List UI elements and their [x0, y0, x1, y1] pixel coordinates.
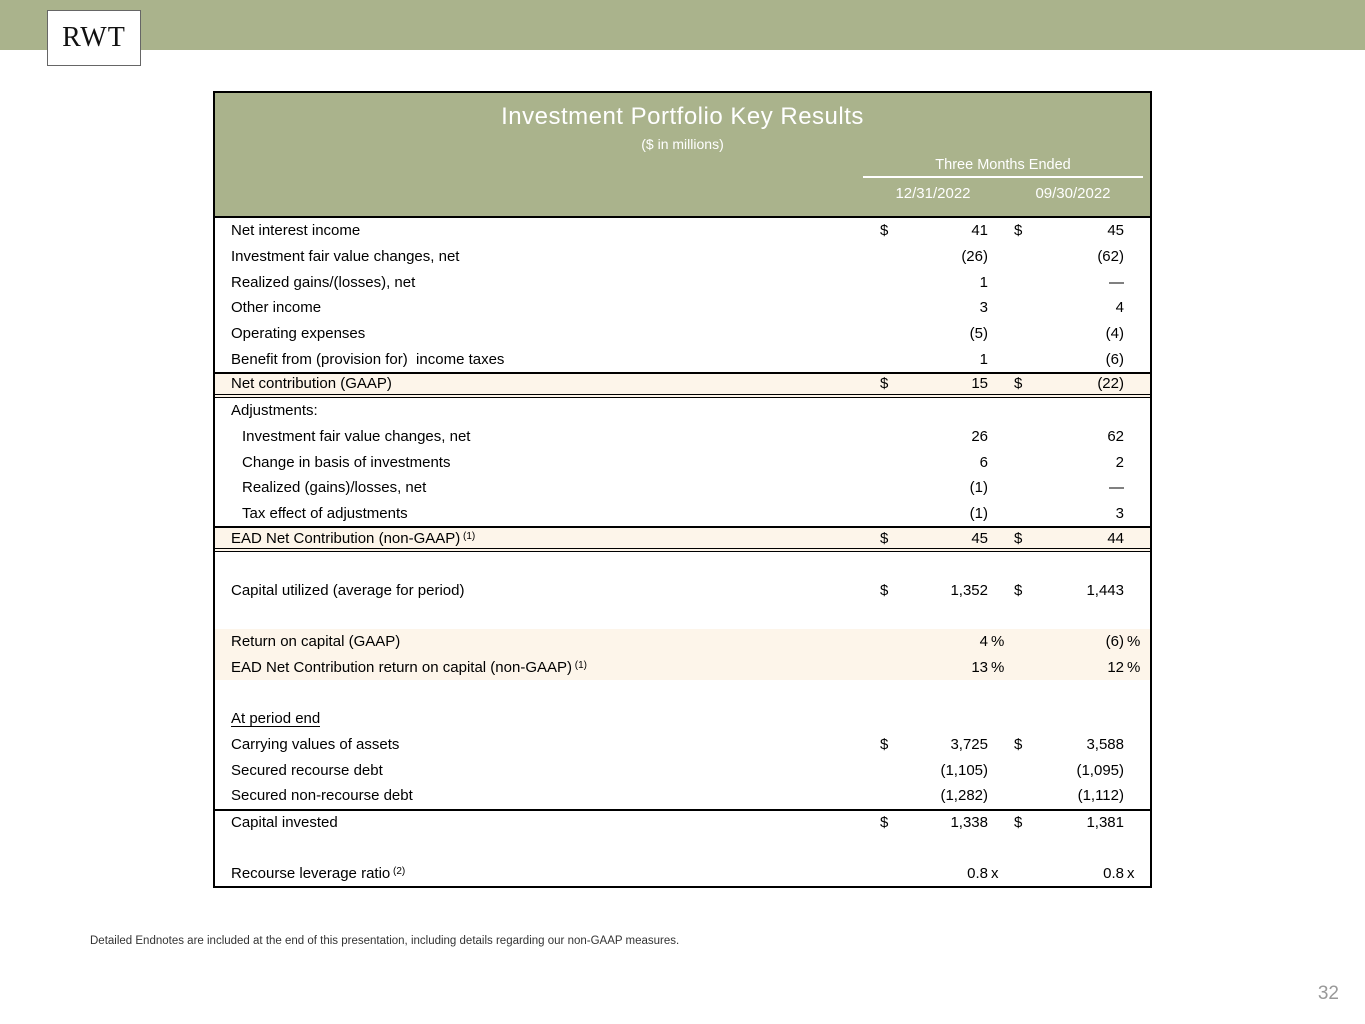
spacer-row [215, 552, 1150, 578]
value-col-2: 3 [1115, 504, 1124, 522]
row-label: Net interest income [231, 222, 361, 240]
table-row [215, 269, 1150, 295]
value-col-2: 3,588 [1086, 736, 1124, 754]
table-subtitle: ($ in millions) [641, 136, 724, 152]
row-label: Secured recourse debt [231, 761, 383, 779]
table-row [215, 424, 1150, 450]
suffix-col-2: % [1127, 659, 1141, 677]
suffix-col-1: % [991, 633, 1005, 651]
column-header-date-1: 12/31/2022 [895, 185, 971, 202]
dollar-sign-2: $ [1014, 736, 1023, 754]
value-col-1: 26 [971, 427, 988, 445]
row-label: Capital invested [231, 814, 338, 832]
value-col-1: 13 [971, 659, 988, 677]
row-label: Adjustments: [231, 402, 318, 420]
dollar-sign-2: $ [1014, 529, 1023, 547]
value-col-2: (4) [1105, 325, 1124, 343]
table-row [215, 321, 1150, 347]
value-col-1: 1 [979, 350, 988, 368]
value-col-1: (26) [961, 248, 988, 266]
column-header-date-2: 09/30/2022 [1035, 185, 1111, 202]
period-columns [863, 185, 1143, 202]
value-col-2: (1,095) [1076, 761, 1124, 779]
footnote: Detailed Endnotes are included at the end of this presentation, including details regarding our non-GAAP measures. [90, 935, 680, 947]
value-col-2: 45 [1107, 222, 1124, 240]
dollar-sign-2: $ [1014, 222, 1023, 240]
top-banner [0, 0, 1365, 50]
table-row [215, 809, 1150, 835]
value-col-1: 3,725 [950, 736, 988, 754]
value-col-2: 44 [1107, 529, 1124, 547]
table-row [215, 501, 1150, 527]
value-col-1: 15 [971, 375, 988, 393]
value-col-1: (1,282) [940, 787, 988, 805]
table-row [215, 578, 1150, 604]
spacer-row [215, 680, 1150, 706]
row-label-footnote-ref: (1) [460, 530, 476, 542]
suffix-col-2: % [1127, 633, 1141, 651]
value-col-2: 2 [1115, 453, 1124, 471]
dollar-sign-2: $ [1014, 814, 1023, 832]
table-row [215, 372, 1150, 398]
table-row [215, 757, 1150, 783]
value-col-1: 4 [979, 633, 988, 651]
table-row [215, 398, 1150, 424]
value-col-1: (5) [969, 325, 988, 343]
suffix-col-2: x [1127, 864, 1135, 882]
table-row [215, 295, 1150, 321]
period-header: Three Months Ended [863, 157, 1143, 178]
value-col-2: (62) [1097, 248, 1124, 266]
row-label: Net contribution (GAAP) [231, 375, 392, 393]
row-label: EAD Net Contribution (non-GAAP) $^{(1)}$ [231, 529, 476, 547]
table-row [215, 655, 1150, 681]
table-row [215, 346, 1150, 372]
row-label: Realized (gains)/losses, net [242, 479, 427, 497]
value-col-1: (1,105) [940, 761, 988, 779]
value-col-1: (1) [969, 504, 988, 522]
value-col-2: 1,381 [1086, 814, 1124, 832]
table-row [215, 244, 1150, 270]
row-label-footnote-ref: (2) [390, 865, 406, 877]
row-label: Investment fair value changes, net [242, 427, 471, 445]
suffix-col-1: % [991, 659, 1005, 677]
row-label: Benefit from (provision for) income taxes [231, 350, 505, 368]
value-col-2: — [1109, 479, 1124, 497]
value-col-1: 1,338 [950, 814, 988, 832]
value-col-1: 0.8 [967, 864, 988, 882]
table-row [215, 629, 1150, 655]
dollar-sign-1: $ [880, 375, 889, 393]
value-col-2: (22) [1097, 375, 1124, 393]
company-logo [47, 10, 141, 66]
table-row [215, 732, 1150, 758]
row-label: Operating expenses [231, 325, 366, 343]
value-col-1: 41 [971, 222, 988, 240]
table-row [215, 475, 1150, 501]
value-col-2: (6) [1105, 350, 1124, 368]
dollar-sign-2: $ [1014, 375, 1023, 393]
dollar-sign-1: $ [880, 736, 889, 754]
value-col-2: — [1109, 273, 1124, 291]
value-col-2: (1,112) [1077, 787, 1124, 805]
row-label: Secured non-recourse debt [231, 787, 413, 805]
key-results-table [213, 91, 1152, 888]
value-col-2: (6) [1105, 633, 1124, 651]
suffix-col-1: x [991, 864, 999, 882]
row-label: Investment fair value changes, net [231, 248, 460, 266]
value-col-1: 6 [979, 453, 988, 471]
value-col-2: 62 [1107, 427, 1124, 445]
row-label: Recourse leverage ratio $^{(2)}$ [231, 864, 406, 882]
table-row [215, 449, 1150, 475]
value-col-1: 45 [971, 529, 988, 547]
value-col-1: 1,352 [950, 581, 988, 599]
row-label: Tax effect of adjustments [242, 504, 408, 522]
table-body [215, 218, 1150, 886]
table-title: Investment Portfolio Key Results [501, 103, 864, 130]
period-header-block [863, 157, 1143, 202]
value-col-1: 1 [979, 273, 988, 291]
row-label: EAD Net Contribution return on capital (non-GAAP) $^{(1)}$ [231, 659, 587, 677]
row-label-footnote-ref: (1) [572, 660, 587, 672]
value-col-2: 12 [1107, 659, 1124, 677]
table-row [215, 526, 1150, 552]
table-row [215, 218, 1150, 244]
row-label: Change in basis of investments [242, 453, 451, 471]
table-row [215, 860, 1150, 886]
dollar-sign-1: $ [880, 814, 889, 832]
row-label: Realized gains/(losses), net [231, 273, 416, 291]
table-row [215, 706, 1150, 732]
company-logo-text: RWT [62, 22, 126, 53]
row-label: Carrying values of assets [231, 736, 400, 754]
value-col-1: (1) [969, 479, 988, 497]
dollar-sign-1: $ [880, 581, 889, 599]
value-col-2: 4 [1115, 299, 1124, 317]
table-row [215, 783, 1150, 809]
table-header [215, 93, 1150, 218]
row-label: Capital utilized (average for period) [231, 581, 465, 599]
value-col-1: 3 [979, 299, 988, 317]
dollar-sign-1: $ [880, 222, 889, 240]
page-number: 32 [1317, 983, 1339, 1004]
spacer-row [215, 603, 1150, 629]
spacer-row [215, 835, 1150, 861]
dollar-sign-2: $ [1014, 581, 1023, 599]
row-label: Other income [231, 299, 322, 317]
value-col-2: 1,443 [1086, 581, 1124, 599]
dollar-sign-1: $ [880, 529, 889, 547]
row-label: At period end [231, 710, 321, 728]
value-col-2: 0.8 [1103, 864, 1124, 882]
row-label: Return on capital (GAAP) [231, 633, 401, 651]
